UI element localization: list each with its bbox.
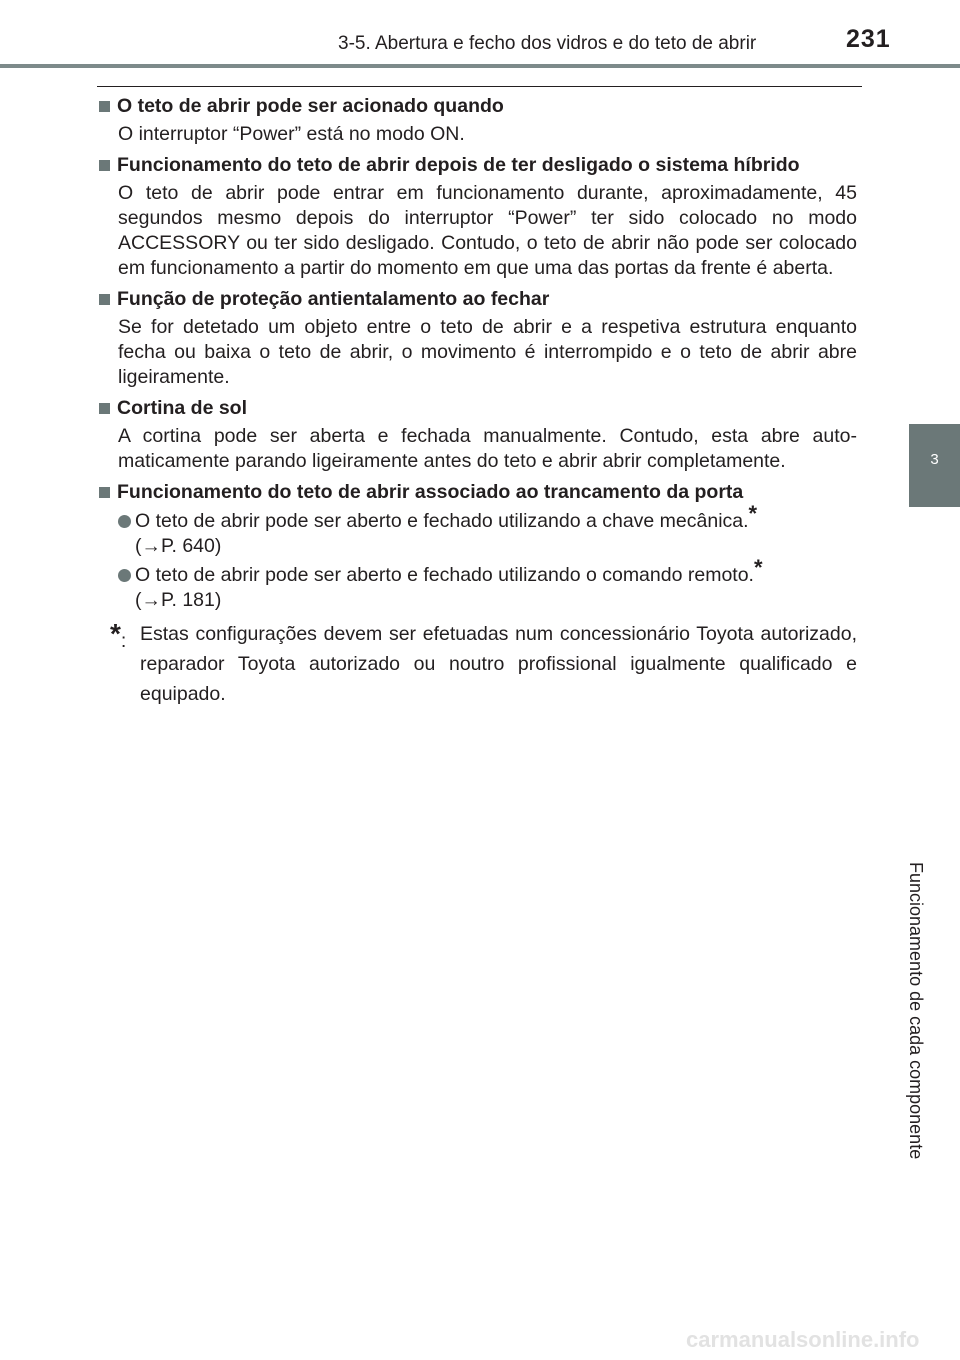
section-jam-protection [97, 287, 857, 390]
list-item [118, 555, 857, 613]
section-body: O interruptor “Power” está no modo ON. [118, 123, 465, 145]
header-divider [0, 64, 960, 68]
footnote [110, 619, 857, 709]
section-body: Se for detetado um objeto entre o teto de abrir e a respetiva estrutura enquanto fecha ou baixa o teto de abrir, o movimento é interrompido e o teto de abrir abre ligeiramente. [118, 316, 857, 388]
section-door-lock-link [97, 480, 857, 613]
content-divider [97, 86, 862, 87]
section-sunshade [97, 396, 857, 474]
page-reference-link[interactable]: (→P. 640) [135, 535, 222, 557]
footnote-colon: : [120, 630, 127, 652]
chapter-number: 3 [930, 451, 939, 468]
square-bullet-icon [99, 294, 110, 305]
square-bullet-icon [99, 160, 110, 171]
running-header-title: 3-5. Abertura e fecho dos vidros e do teto de abrir [338, 33, 757, 54]
square-bullet-icon [99, 101, 110, 112]
section-operation-condition [97, 94, 857, 147]
section-title: Função de proteção antientalamento ao fechar [117, 288, 550, 310]
section-body: O teto de abrir pode entrar em funcionamento durante, aproximadamente, 45 segundos mesmo depois do interruptor “Power” ter sido colocado no modo ACCESSORY ou ter sido desligado. Contudo, o teto de abrir não pode ser colocado em funcionamento a partir do momento em que uma das portas da frente é aberta. [118, 182, 857, 279]
round-bullet-icon [118, 569, 131, 582]
footnote-marker: * [753, 555, 763, 580]
bullet-text: O teto de abrir pode ser aberto e fechado utilizando a chave mecânica. [135, 510, 749, 532]
list-item [118, 501, 857, 559]
section-title: O teto de abrir pode ser acionado quando [117, 95, 504, 117]
section-title: Funcionamento do teto de abrir depois de ter desligado o sistema híbrido [117, 154, 800, 176]
page-reference-link[interactable]: (→P. 181) [135, 589, 222, 611]
page-content [97, 94, 857, 709]
chapter-side-label: Funcionamento de cada componente [906, 862, 926, 1160]
chapter-tab [909, 424, 960, 507]
footnote-text: Estas configurações devem ser efetuadas num concessionário Toyota autorizado, reparador Toyota autorizado ou noutro profissional igualmente qualificado e equipado. [140, 623, 857, 705]
square-bullet-icon [99, 487, 110, 498]
watermark: carmanualsonline.info [686, 1327, 920, 1352]
section-title: Cortina de sol [117, 397, 248, 419]
page-number: 231 [846, 25, 891, 53]
square-bullet-icon [99, 403, 110, 414]
section-title: Funcionamento do teto de abrir associado ao trancamento da porta [117, 481, 744, 503]
bullet-text: O teto de abrir pode ser aberto e fechado utilizando o comando remoto. [135, 564, 754, 586]
section-after-shutdown [97, 153, 857, 281]
round-bullet-icon [118, 515, 131, 528]
footnote-marker: * [748, 501, 758, 526]
footnote-asterisk: * [110, 618, 121, 649]
section-body: A cortina pode ser aberta e fechada manualmente. Contudo, esta abre auto-maticamente parando ligeiramente antes do teto e abrir abrir completamente. [118, 425, 857, 472]
